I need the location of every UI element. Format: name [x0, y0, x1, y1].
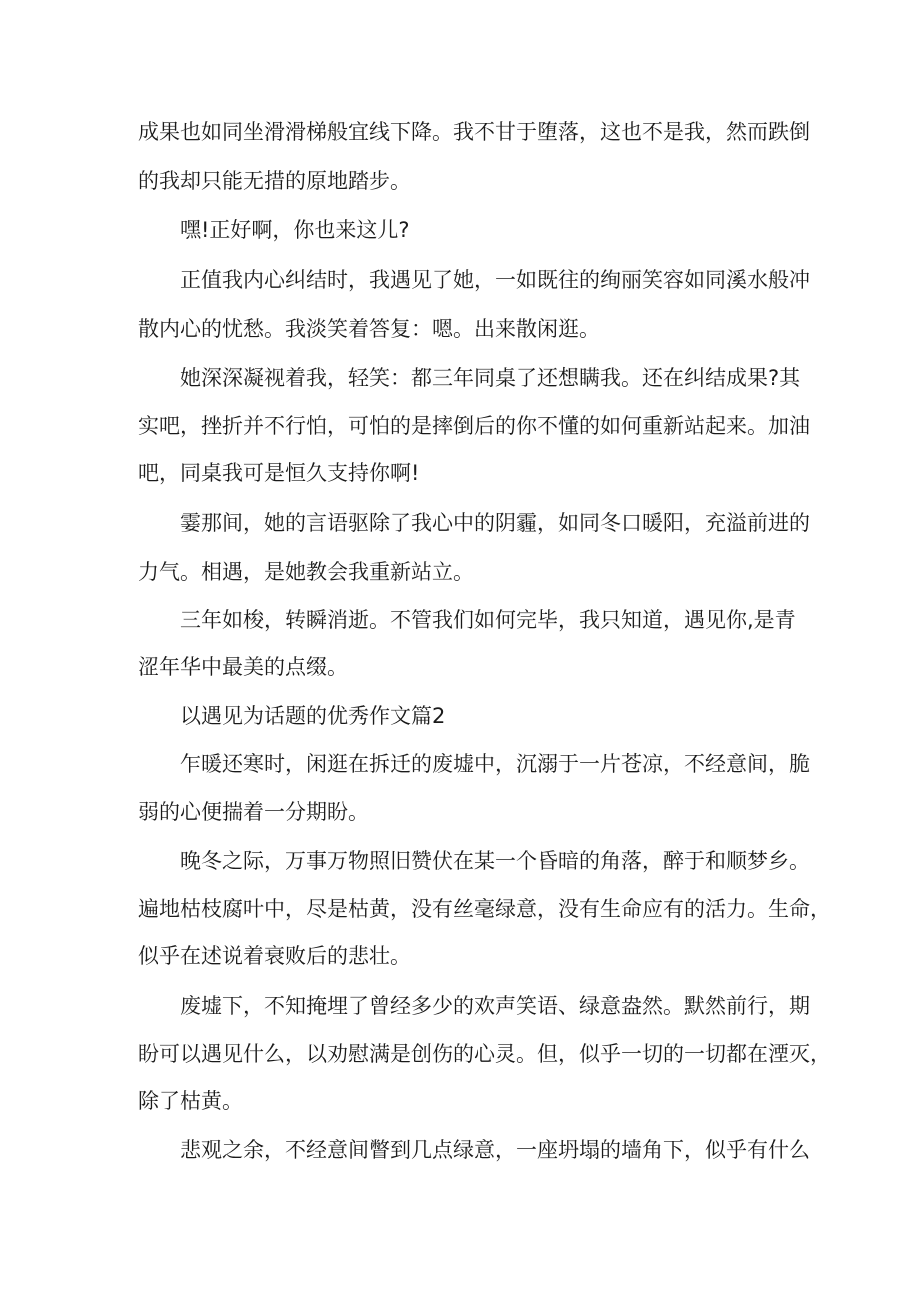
text-line: 弱的心便揣着一分期盼。: [138, 800, 369, 824]
text-line: 除了枯黄。: [138, 1089, 243, 1113]
text-line: 晚冬之际，万事万物照旧赞伏在某一个昏暗的角落，醉于和顺梦乡。: [180, 849, 810, 873]
text-line: 吧，同桌我可是恒久支持你啊!: [138, 461, 420, 485]
text-line: 的我却只能无措的原地踏步。: [138, 169, 411, 193]
text-line: 悲观之余，不经意间瞥到几点绿意，一座坍塌的墙角下，似乎有什么: [180, 1138, 810, 1162]
text-line: 成果也如同坐滑滑梯般宜线下降。我不甘于堕落，这也不是我，然而跌倒: [138, 120, 810, 144]
text-line: 废墟下，不知掩埋了曾经多少的欢声笑语、绿意盎然。默然前行，期: [180, 994, 810, 1018]
text-line: 她深深凝视着我，轻笑：都三年同桌了还想瞒我。还在纠结成果?其: [180, 366, 801, 390]
text-line: 三年如梭，转瞬消逝。不管我们如何完毕，我只知道，遇见你,是青: [180, 608, 796, 632]
text-line: 实吧，挫折并不行怕，可怕的是摔倒后的你不懂的如何重新站起来。加油: [138, 414, 810, 438]
text-line: 似乎在述说着衰败后的悲壮。: [138, 944, 411, 968]
text-line: 遍地枯枝腐叶中，尽是枯黄，没有丝毫绿意，没有生命应有的活力。生命，: [138, 897, 831, 921]
text-line: 力气。相遇，是她教会我重新站立。: [138, 560, 474, 584]
text-line: 霎那间，她的言语驱除了我心中的阴霾，如同冬口暖阳，充溢前进的: [180, 511, 810, 535]
text-line: 嘿!正好啊，你也来这儿?: [180, 218, 410, 242]
text-line: 乍暖还寒时，闲逛在拆迁的废墟中，沉溺于一片苍凉，不经意间，脆: [180, 752, 810, 776]
text-line: 散内心的忧愁。我淡笑着答复：嗯。出来散闲逛。: [138, 317, 600, 341]
section-heading: 以遇见为话题的优秀作文篇2: [180, 704, 446, 728]
text-line: 正值我内心纠结时，我遇见了她，一如既往的绚丽笑容如同溪水般冲: [180, 268, 810, 292]
text-line: 涩年华中最美的点缀。: [138, 655, 348, 679]
text-line: 盼可以遇见什么，以劝慰满是创伤的心灵。但，似乎一切的一切都在湮灭，: [138, 1042, 831, 1066]
